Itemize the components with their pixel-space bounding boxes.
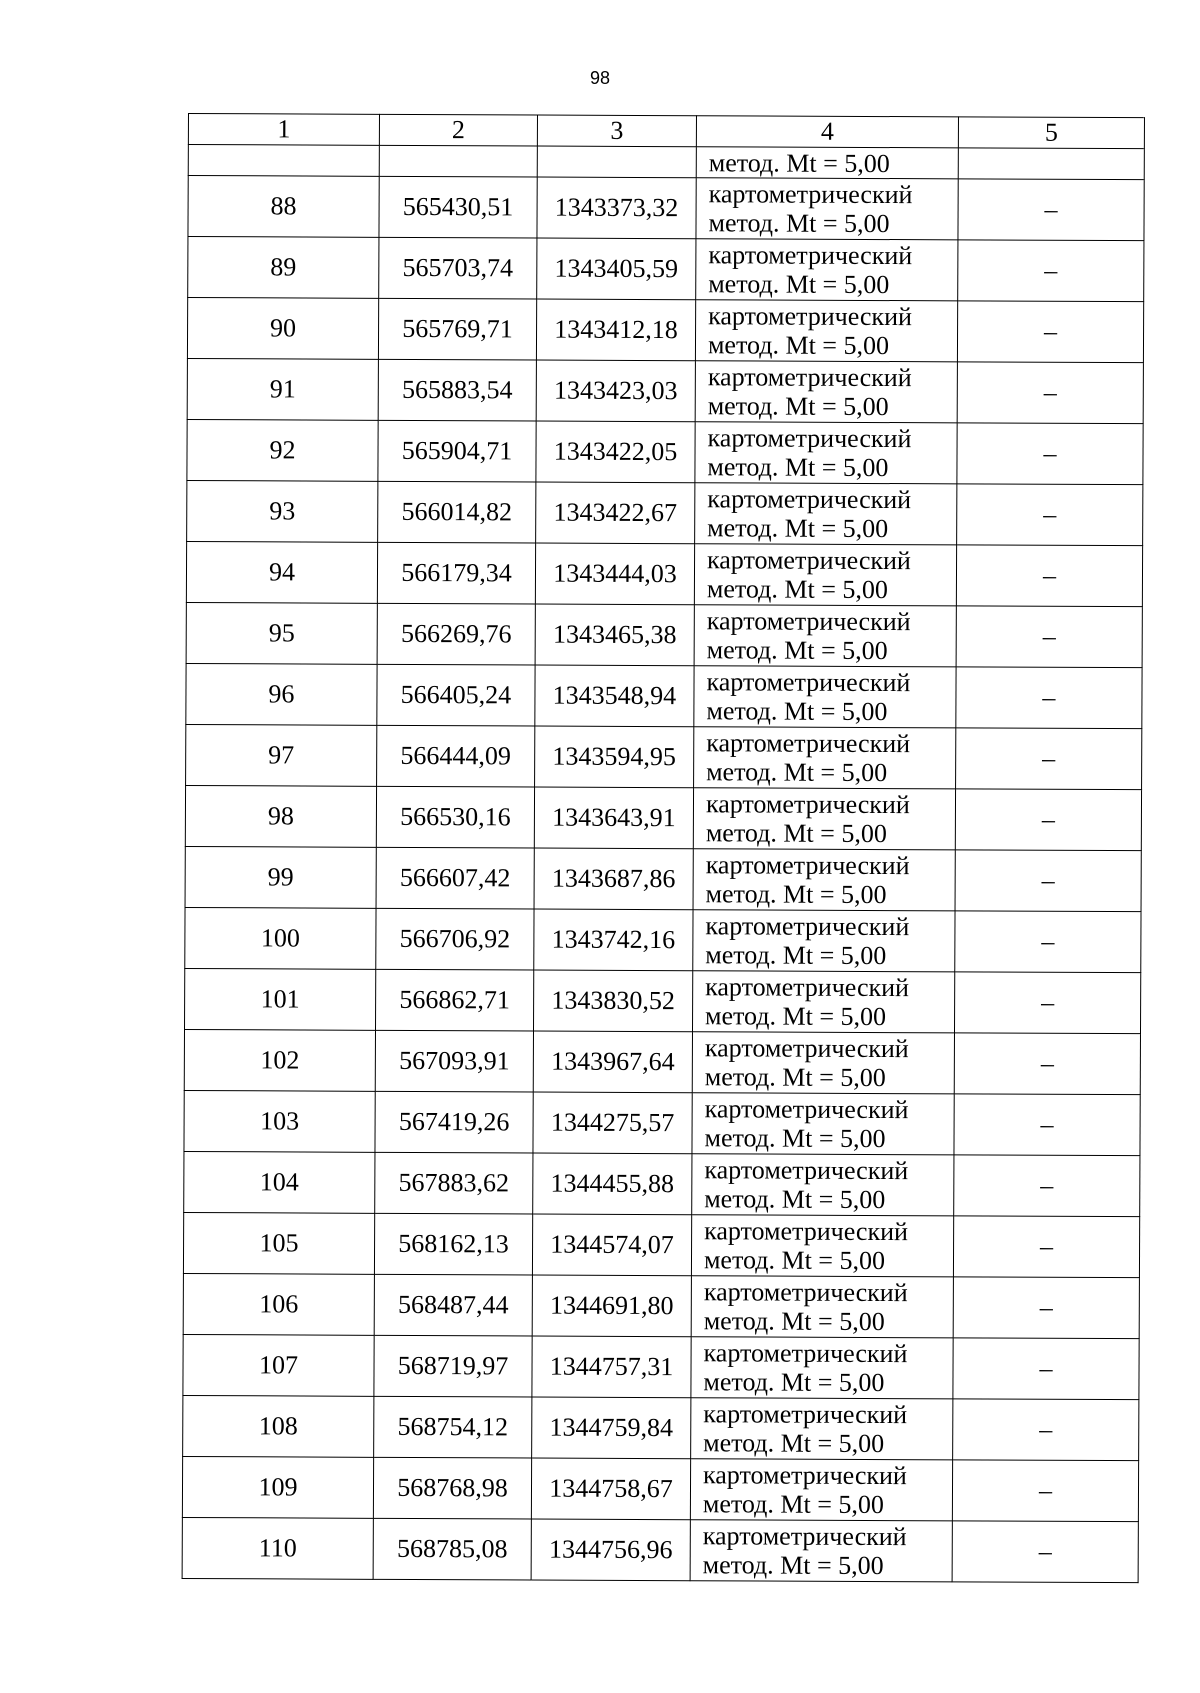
- coordinates-table: [182, 113, 1145, 1583]
- error-cell: [958, 148, 1144, 180]
- method-line-1: картометрический: [706, 545, 911, 576]
- error-cell: –: [957, 484, 1143, 546]
- method-line-1: картометрический: [702, 1460, 907, 1491]
- coordinate-y: 1343373,32: [537, 177, 696, 239]
- coordinate-x: 566607,42: [376, 847, 534, 909]
- error-cell: –: [954, 1155, 1140, 1217]
- point-number: [188, 145, 379, 177]
- error-cell: –: [952, 1460, 1138, 1522]
- error-cell: –: [955, 850, 1141, 912]
- coordinate-y: 1343422,67: [536, 482, 695, 544]
- coordinate-x: 566405,24: [377, 664, 535, 726]
- coordinate-x: 565703,74: [379, 237, 537, 299]
- method-line-1: картометрический: [707, 423, 912, 454]
- table-row: [185, 846, 1141, 911]
- point-number: 93: [187, 480, 378, 542]
- coordinate-y: [537, 146, 696, 178]
- error-cell: –: [957, 362, 1143, 424]
- table-row: [182, 1517, 1138, 1582]
- method-line-2: метод. Mt = 5,00: [703, 1245, 886, 1276]
- method-cell: [694, 727, 956, 789]
- point-number: 107: [183, 1334, 374, 1396]
- method-line-2: метод. Mt = 5,00: [707, 452, 889, 483]
- method-line-2: метод. Mt = 5,00: [705, 818, 887, 849]
- table-row: [187, 358, 1143, 423]
- coordinate-y: 1343594,95: [535, 726, 694, 788]
- error-cell: –: [955, 911, 1141, 973]
- coordinate-y: 1343687,86: [534, 848, 693, 910]
- method-line-2: метод. Mt = 5,00: [705, 879, 887, 910]
- method-cell: [691, 1337, 953, 1399]
- table-row: [186, 724, 1142, 789]
- coordinate-x: 566444,09: [377, 725, 535, 787]
- method-cell: [690, 1459, 952, 1521]
- method-cell: [694, 605, 956, 667]
- header-col-3: 3: [537, 115, 696, 147]
- method-cell: [692, 1093, 954, 1155]
- table-row: [187, 298, 1143, 363]
- method-line-1: картометрический: [704, 1094, 909, 1125]
- method-cell: [696, 239, 958, 301]
- method-line-1: картометрический: [706, 667, 911, 698]
- table-row: [182, 1456, 1138, 1521]
- table-row: [185, 907, 1141, 972]
- method-line-2: метод. Mt = 5,00: [705, 1001, 887, 1032]
- method-line-2: метод. Mt = 5,00: [706, 696, 888, 727]
- method-line-1: картометрический: [705, 911, 910, 942]
- coordinate-y: 1343548,94: [535, 665, 694, 727]
- coordinate-y: 1344275,57: [533, 1092, 692, 1154]
- point-number: 109: [182, 1456, 373, 1518]
- coordinate-x: 567419,26: [375, 1091, 533, 1153]
- error-cell: –: [953, 1399, 1139, 1461]
- coordinate-y: 1344759,84: [532, 1397, 691, 1459]
- coordinate-y: 1344757,31: [532, 1336, 691, 1398]
- point-number: 97: [186, 724, 377, 786]
- table-row: [186, 602, 1142, 667]
- coordinate-y: 1344455,88: [533, 1153, 692, 1215]
- method-line-2: метод. Mt = 5,00: [706, 757, 888, 788]
- error-cell: –: [953, 1338, 1139, 1400]
- table-row: [187, 480, 1143, 545]
- method-line-1: картометрический: [704, 1033, 909, 1064]
- method-cell: [695, 483, 957, 545]
- point-number: 92: [187, 419, 378, 481]
- table-row: [186, 541, 1142, 606]
- point-number: 105: [183, 1212, 374, 1274]
- continuation-row: [188, 145, 1144, 180]
- method-cell: [694, 544, 956, 606]
- coordinate-x: 568754,12: [374, 1396, 532, 1458]
- error-cell: –: [955, 789, 1141, 851]
- coordinate-y: 1344574,07: [532, 1214, 691, 1276]
- header-col-1: 1: [188, 114, 379, 146]
- error-cell: –: [956, 728, 1142, 790]
- method-line-1: картометрический: [706, 728, 911, 759]
- point-number: 95: [186, 602, 377, 664]
- coordinate-y: 1343412,18: [536, 299, 695, 361]
- method-line-1: картометрический: [704, 1216, 909, 1247]
- point-number: 104: [184, 1151, 375, 1213]
- point-number: 89: [188, 237, 379, 299]
- error-cell: –: [954, 1094, 1140, 1156]
- coordinate-x: 566014,82: [378, 481, 536, 543]
- table-row: [183, 1395, 1139, 1460]
- error-cell: –: [953, 1216, 1139, 1278]
- table-body: [182, 145, 1144, 1583]
- point-number: 103: [184, 1090, 375, 1152]
- coordinate-x: 568162,13: [374, 1213, 532, 1275]
- point-number: 90: [187, 298, 378, 360]
- coordinate-x: 566179,34: [377, 542, 535, 604]
- point-number: 101: [185, 968, 376, 1030]
- point-number: 94: [186, 541, 377, 603]
- method-line-1: картометрический: [707, 362, 912, 393]
- method-line-2: метод. Mt = 5,00: [707, 391, 889, 422]
- point-number: 99: [185, 846, 376, 908]
- method-cell: [695, 361, 957, 423]
- coordinate-y: 1344691,80: [532, 1275, 691, 1337]
- method-cell: [693, 849, 955, 911]
- coordinate-y: 1343643,91: [534, 787, 693, 849]
- method-line-1: картометрический: [702, 1521, 907, 1552]
- coordinate-y: 1343742,16: [534, 909, 693, 971]
- method-line-1: картометрический: [708, 179, 913, 210]
- coordinate-x: 565769,71: [378, 298, 536, 360]
- coordinate-x: 565883,54: [378, 359, 536, 421]
- error-cell: –: [954, 1033, 1140, 1095]
- method-cell: [695, 300, 957, 362]
- coordinate-x: 568768,98: [373, 1457, 531, 1519]
- method-line-1: картометрический: [703, 1338, 908, 1369]
- table-row: [184, 1090, 1140, 1155]
- coordinate-y: 1343465,38: [535, 604, 694, 666]
- method-line-2: метод. Mt = 5,00: [703, 1306, 885, 1337]
- method-cell: [693, 910, 955, 972]
- coordinate-x: 566862,71: [375, 969, 533, 1031]
- coordinate-y: 1344756,96: [531, 1519, 690, 1581]
- method-cell: [690, 1520, 952, 1582]
- table-row: [185, 968, 1141, 1033]
- method-cell: [691, 1215, 953, 1277]
- header-col-2: 2: [379, 114, 537, 146]
- error-cell: –: [958, 240, 1144, 302]
- error-cell: –: [958, 179, 1144, 241]
- error-cell: –: [953, 1277, 1139, 1339]
- table-row: [186, 663, 1142, 728]
- coordinate-y: 1343423,03: [536, 360, 695, 422]
- method-line-1: картометрический: [705, 972, 910, 1003]
- coordinate-x: 566530,16: [376, 786, 534, 848]
- method-line-1: картометрический: [705, 850, 910, 881]
- method-line-2: метод. Mt = 5,00: [703, 1367, 885, 1398]
- table-row: [188, 237, 1144, 302]
- method-line-2: метод. Mt = 5,00: [703, 1428, 885, 1459]
- point-number: 110: [182, 1517, 373, 1579]
- header-row: [188, 114, 1144, 149]
- method-line-1: картометрический: [708, 301, 912, 332]
- table-row: [183, 1273, 1139, 1338]
- coordinate-x: [379, 145, 537, 177]
- method-line-1: картометрический: [706, 606, 911, 637]
- error-cell: –: [956, 606, 1142, 668]
- method-cell: [692, 1154, 954, 1216]
- method-line-1: картометрический: [703, 1399, 908, 1430]
- page-number: 98: [589, 68, 611, 88]
- point-number: 96: [186, 663, 377, 725]
- method-cell: [691, 1276, 953, 1338]
- coordinate-x: 566269,76: [377, 603, 535, 665]
- point-number: 98: [185, 785, 376, 847]
- method-line-2: метод. Mt = 5,00: [704, 1184, 886, 1215]
- table-row: [183, 1334, 1139, 1399]
- coordinate-x: 567883,62: [375, 1152, 533, 1214]
- coordinate-y: 1343830,52: [533, 970, 692, 1032]
- point-number: 106: [183, 1273, 374, 1335]
- table-row: [185, 785, 1141, 850]
- method-line-2: метод. Mt = 5,00: [702, 1550, 884, 1581]
- point-number: 100: [185, 907, 376, 969]
- error-cell: –: [952, 1521, 1138, 1583]
- method-line-2: метод. Mt = 5,00: [707, 330, 890, 361]
- method-line-2: метод. Mt = 5,00: [706, 635, 888, 666]
- method-line-2: метод. Mt = 5,00: [708, 147, 890, 178]
- coordinate-x: 568487,44: [374, 1274, 532, 1336]
- method-line-1: картометрический: [708, 240, 913, 271]
- method-line-2: метод. Mt = 5,00: [708, 208, 890, 239]
- point-number: 108: [183, 1395, 374, 1457]
- coordinate-y: 1343405,59: [537, 238, 696, 300]
- method-line-1: картометрический: [707, 484, 912, 515]
- method-cell: [691, 1398, 953, 1460]
- method-line-1: картометрический: [703, 1277, 908, 1308]
- table-row: [188, 176, 1144, 241]
- coordinate-x: 565904,71: [378, 420, 536, 482]
- error-cell: –: [956, 667, 1142, 729]
- table-row: [184, 1151, 1140, 1216]
- table-row: [187, 419, 1143, 484]
- method-line-2: метод. Mt = 5,00: [708, 269, 890, 300]
- method-line-2: метод. Mt = 5,00: [704, 1123, 886, 1154]
- error-cell: –: [957, 423, 1143, 485]
- table-row: [184, 1029, 1140, 1094]
- coordinate-x: 566706,92: [376, 908, 534, 970]
- method-cell: [692, 971, 954, 1033]
- method-cell: [693, 788, 955, 850]
- method-cell: [696, 147, 958, 179]
- header-col-4: 4: [696, 116, 958, 148]
- method-line-2: метод. Mt = 5,00: [707, 513, 889, 544]
- error-cell: –: [954, 972, 1140, 1034]
- method-line-1: картометрический: [704, 1155, 909, 1186]
- error-cell: –: [957, 301, 1143, 363]
- error-cell: –: [956, 545, 1142, 607]
- coordinate-y: 1343967,64: [533, 1031, 692, 1093]
- table-row: [183, 1212, 1139, 1277]
- header-col-5: 5: [958, 117, 1144, 149]
- method-line-2: метод. Mt = 5,00: [705, 940, 887, 971]
- method-line-2: метод. Mt = 5,00: [704, 1062, 886, 1093]
- method-line-2: метод. Mt = 5,00: [702, 1489, 884, 1520]
- point-number: 88: [188, 176, 379, 238]
- point-number: 102: [184, 1029, 375, 1091]
- method-cell: [696, 178, 958, 240]
- coordinate-y: 1344758,67: [531, 1458, 690, 1520]
- coordinate-y: 1343422,05: [536, 421, 695, 483]
- coordinate-x: 568719,97: [374, 1335, 532, 1397]
- coordinate-x: 565430,51: [379, 176, 537, 238]
- method-cell: [695, 422, 957, 484]
- method-cell: [694, 666, 956, 728]
- coordinate-x: 568785,08: [373, 1518, 531, 1580]
- method-line-1: картометрический: [705, 789, 910, 820]
- coordinate-y: 1343444,03: [535, 543, 694, 605]
- point-number: 91: [187, 358, 378, 420]
- method-cell: [692, 1032, 954, 1094]
- coordinate-x: 567093,91: [375, 1030, 533, 1092]
- method-line-2: метод. Mt = 5,00: [706, 574, 888, 605]
